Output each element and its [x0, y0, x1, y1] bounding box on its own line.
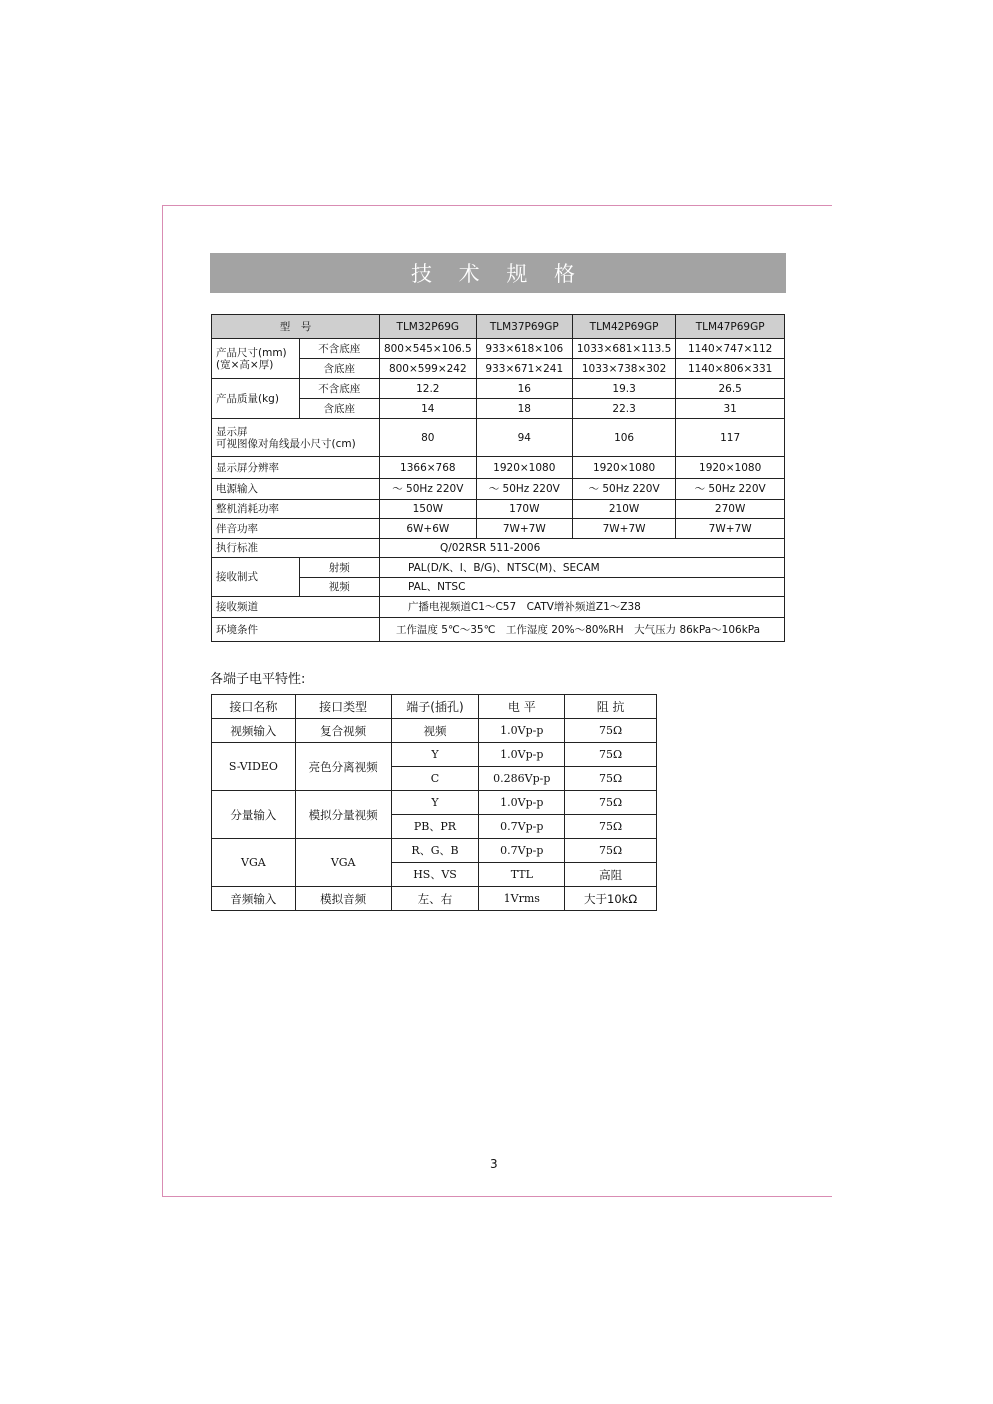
video-in-name: 视频输入 [212, 719, 296, 743]
size-no-base-2: 933×618×106 [476, 339, 572, 359]
svideo-c-impedance: 75Ω [565, 767, 657, 791]
port-header-row [212, 695, 657, 719]
consumption-row [212, 500, 785, 519]
consumption-1: 150W [379, 500, 476, 519]
environment-value: 工作温度 5℃～35℃ 工作湿度 20%～80%RH 大气压力 86kPa～106kPa [379, 618, 784, 642]
standard-row [212, 539, 785, 558]
channel-value: 广播电视频道C1～C57 CATV增补频道Z1～Z38 [379, 597, 784, 618]
power-input-1: ～ 50Hz 220V [379, 479, 476, 500]
vga-sync-level: TTL [479, 863, 565, 887]
weight-no-base-1: 12.2 [379, 379, 476, 399]
audio-power-4: 7W+7W [676, 519, 785, 539]
with-base-label: 含底座 [299, 359, 379, 379]
audio-power-row [212, 519, 785, 539]
audio-power-label: 伴音功率 [212, 519, 380, 539]
component-pbpr-level: 0.7Vp-p [479, 815, 565, 839]
table-row [212, 887, 657, 911]
svideo-c-level: 0.286Vp-p [479, 767, 565, 791]
weight-no-base-3: 19.3 [572, 379, 675, 399]
page-number: 3 [490, 1157, 498, 1171]
audio-in-name: 音频输入 [212, 887, 296, 911]
header-terminal: 端子(插孔) [391, 695, 479, 719]
trim-line-left [162, 205, 163, 1197]
table-row [212, 791, 657, 815]
weight-with-base-2: 18 [476, 399, 572, 419]
screen-label-line1: 显示屏 [216, 425, 248, 438]
size-with-base-2: 933×671×241 [476, 359, 572, 379]
consumption-3: 210W [572, 500, 675, 519]
ports-heading: 各端子电平特性: [210, 672, 306, 687]
screen-label-line2: 可视图像对角线最小尺寸(cm) [216, 437, 356, 450]
standard-value: Q/02RSR 511-2006 [379, 539, 784, 558]
spec-table [211, 314, 785, 642]
resolution-row [212, 457, 785, 479]
power-input-label: 电源输入 [212, 479, 380, 500]
weight-no-base-2: 16 [476, 379, 572, 399]
page-title: 技 术 规 格 [210, 253, 786, 293]
svideo-y-terminal: Y [391, 743, 479, 767]
svideo-name: S-VIDEO [212, 743, 296, 791]
audio-power-2: 7W+7W [476, 519, 572, 539]
screen-size-4: 117 [676, 419, 785, 457]
svideo-type: 亮色分离视频 [295, 743, 391, 791]
table-row [212, 719, 657, 743]
spec-header-row [212, 315, 785, 339]
audio-in-type: 模拟音频 [295, 887, 391, 911]
header-impedance: 阻 抗 [565, 695, 657, 719]
header-level: 电 平 [479, 695, 565, 719]
screen-size-2: 94 [476, 419, 572, 457]
vga-name: VGA [212, 839, 296, 887]
audio-in-impedance: 大于10kΩ [565, 887, 657, 911]
model-label: 型 号 [212, 315, 380, 339]
power-input-2: ～ 50Hz 220V [476, 479, 572, 500]
consumption-2: 170W [476, 500, 572, 519]
table-row [212, 743, 657, 767]
weight-label: 产品质量(kg) [212, 379, 300, 419]
header-port-name: 接口名称 [212, 695, 296, 719]
trim-line-bottom [162, 1196, 832, 1197]
size-label-line2: (宽×高×厚) [216, 358, 274, 371]
size-row-no-base [212, 339, 785, 359]
screen-size-3: 106 [572, 419, 675, 457]
resolution-label: 显示屏分辨率 [212, 457, 380, 479]
standard-label: 执行标准 [212, 539, 380, 558]
video-in-level: 1.0Vp-p [479, 719, 565, 743]
size-no-base-3: 1033×681×113.5 [572, 339, 675, 359]
svideo-y-impedance: 75Ω [565, 743, 657, 767]
model-3: TLM42P69GP [572, 315, 675, 339]
vga-rgb-level: 0.7Vp-p [479, 839, 565, 863]
weight-with-base-4: 31 [676, 399, 785, 419]
size-label-line1: 产品尺寸(mm) [216, 346, 287, 359]
vga-rgb-terminal: R、G、B [391, 839, 479, 863]
no-base-label: 不含底座 [299, 379, 379, 399]
weight-row-no-base [212, 379, 785, 399]
audio-power-1: 6W+6W [379, 519, 476, 539]
environment-row [212, 618, 785, 642]
video-value: PAL、NTSC [379, 578, 784, 597]
audio-in-terminal: 左、右 [391, 887, 479, 911]
power-input-3: ～ 50Hz 220V [572, 479, 675, 500]
component-y-level: 1.0Vp-p [479, 791, 565, 815]
weight-no-base-4: 26.5 [676, 379, 785, 399]
resolution-2: 1920×1080 [476, 457, 572, 479]
component-name: 分量输入 [212, 791, 296, 839]
power-input-row [212, 479, 785, 500]
video-in-type: 复合视频 [295, 719, 391, 743]
consumption-4: 270W [676, 500, 785, 519]
power-input-4: ～ 50Hz 220V [676, 479, 785, 500]
model-1: TLM32P69G [379, 315, 476, 339]
channel-label: 接收频道 [212, 597, 380, 618]
video-label: 视频 [299, 578, 379, 597]
screen-size-1: 80 [379, 419, 476, 457]
component-pbpr-impedance: 75Ω [565, 815, 657, 839]
vga-sync-impedance: 高阻 [565, 863, 657, 887]
resolution-4: 1920×1080 [676, 457, 785, 479]
component-type: 模拟分量视频 [295, 791, 391, 839]
rf-value: PAL(D/K、I、B/G)、NTSC(M)、SECAM [379, 558, 784, 578]
receive-label: 接收制式 [212, 558, 300, 597]
model-2: TLM37P69GP [476, 315, 572, 339]
size-no-base-1: 800×545×106.5 [379, 339, 476, 359]
vga-type: VGA [295, 839, 391, 887]
video-in-impedance: 75Ω [565, 719, 657, 743]
video-in-terminal: 视频 [391, 719, 479, 743]
port-table [211, 694, 657, 911]
table-row [212, 839, 657, 863]
size-with-base-4: 1140×806×331 [676, 359, 785, 379]
trim-line-top [162, 205, 832, 206]
audio-in-level: 1Vrms [479, 887, 565, 911]
weight-with-base-3: 22.3 [572, 399, 675, 419]
rf-label: 射频 [299, 558, 379, 578]
svideo-c-terminal: C [391, 767, 479, 791]
resolution-1: 1366×768 [379, 457, 476, 479]
size-no-base-4: 1140×747×112 [676, 339, 785, 359]
model-4: TLM47P69GP [676, 315, 785, 339]
size-label [212, 339, 300, 379]
vga-sync-terminal: HS、VS [391, 863, 479, 887]
screen-label [212, 419, 380, 457]
with-base-label: 含底座 [299, 399, 379, 419]
weight-with-base-1: 14 [379, 399, 476, 419]
no-base-label: 不含底座 [299, 339, 379, 359]
component-y-terminal: Y [391, 791, 479, 815]
environment-label: 环境条件 [212, 618, 380, 642]
audio-power-3: 7W+7W [572, 519, 675, 539]
screen-row [212, 419, 785, 457]
receive-rf-row [212, 558, 785, 578]
component-pbpr-terminal: PB、PR [391, 815, 479, 839]
size-with-base-1: 800×599×242 [379, 359, 476, 379]
component-y-impedance: 75Ω [565, 791, 657, 815]
header-port-type: 接口类型 [295, 695, 391, 719]
vga-rgb-impedance: 75Ω [565, 839, 657, 863]
svideo-y-level: 1.0Vp-p [479, 743, 565, 767]
channel-row [212, 597, 785, 618]
size-with-base-3: 1033×738×302 [572, 359, 675, 379]
resolution-3: 1920×1080 [572, 457, 675, 479]
consumption-label: 整机消耗功率 [212, 500, 380, 519]
